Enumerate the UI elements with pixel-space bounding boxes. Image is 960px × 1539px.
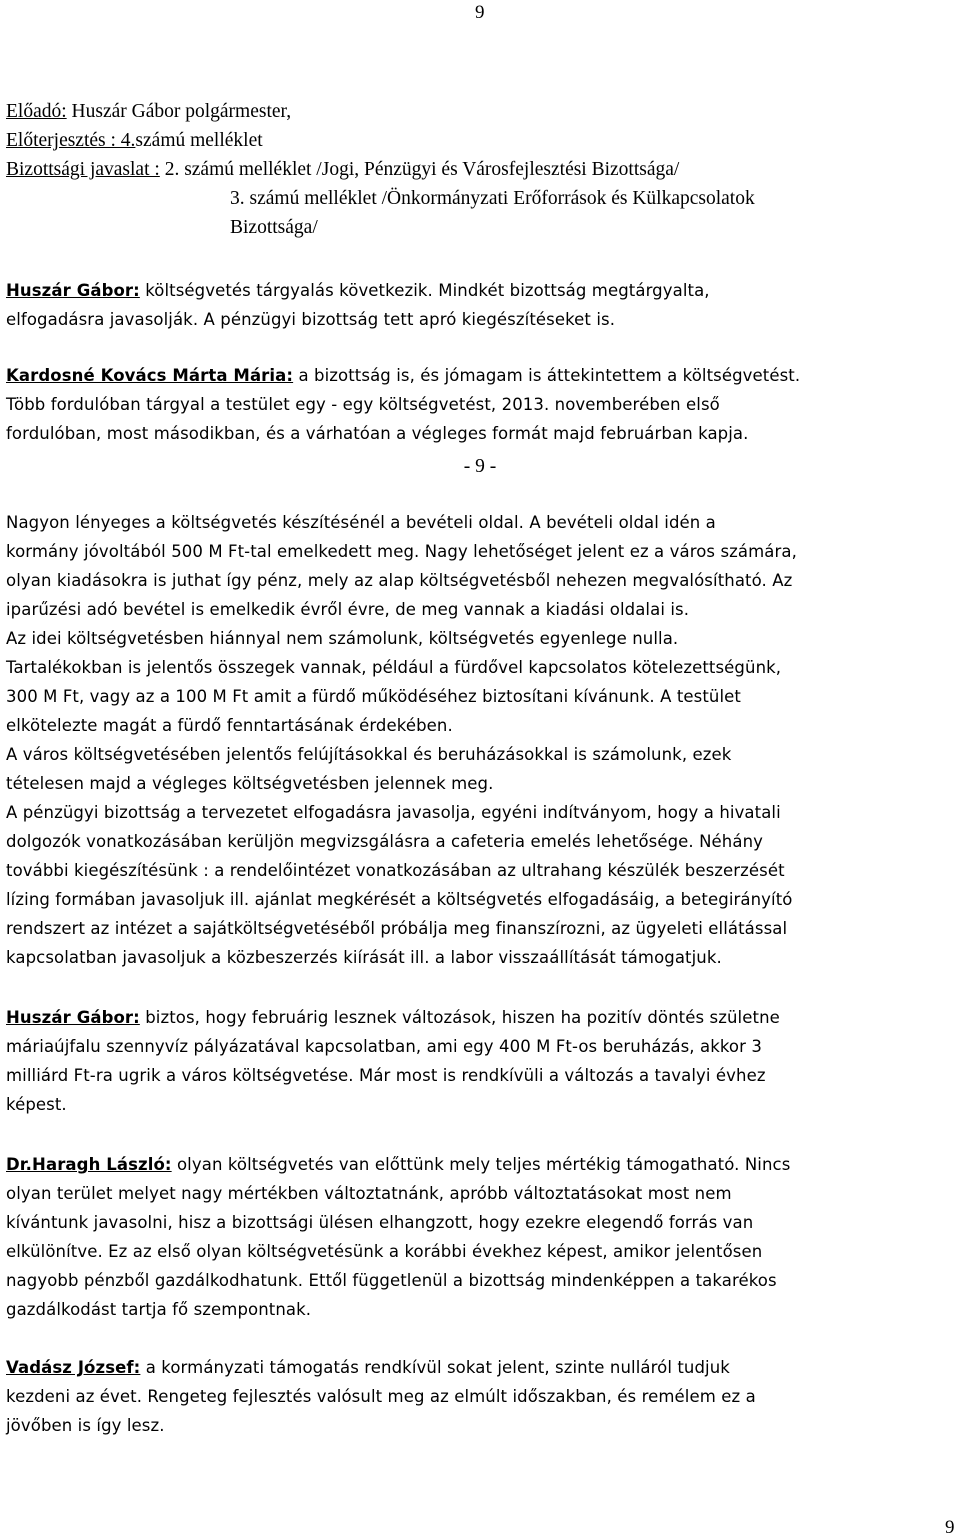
eloterjesztes-value: számú melléklet xyxy=(135,130,263,151)
bizottsagi-value-2: 3. számú melléklet /Önkormányzati Erőforrások és Külkapcsolatok xyxy=(230,188,755,209)
speech-text: képest. xyxy=(6,1095,67,1114)
speech-text: Az idei költségvetésben hiánnyal nem számolunk, költségvetés egyenlege nulla. xyxy=(6,629,679,648)
speech-text: kapcsolatban javasoljuk a közbeszerzés kiírását ill. a labor visszaállítását támogatjuk. xyxy=(6,948,722,967)
speech-vadasz xyxy=(6,1353,954,1440)
speech-text: olyan kiadásokra is juthat így pénz, mely az alap költségvetésből nehezen megvalósítható. Az xyxy=(6,571,793,590)
speech-text: olyan költségvetés van előttünk mely teljes mértékig támogatható. Nincs xyxy=(171,1155,791,1174)
eloado-label: Előadó: xyxy=(6,101,67,122)
page-number-top: 9 xyxy=(475,2,485,23)
speech-text: fordulóban, most másodikban, és a várhatóan a végleges formát majd februárban kapja. xyxy=(6,424,749,443)
eloado-line xyxy=(6,97,954,126)
speech-text: a kormányzati támogatás rendkívül sokat jelent, szinte nulláról tudjuk xyxy=(140,1358,730,1377)
speech-text: A város költségvetésében jelentős felújításokkal és beruházásokkal is számolunk, ezek xyxy=(6,745,732,764)
speech-text: milliárd Ft-ra ugrik a város költségvetése. Már most is rendkívüli a változás a tavalyi évhez xyxy=(6,1066,766,1085)
speaker-name: Kardosné Kovács Márta Mária: xyxy=(6,366,294,385)
speech-text: elfogadásra javasolják. A pénzügyi bizottság tett apró kiegészítéseket is. xyxy=(6,310,616,329)
speech-text: dolgozók vonatkozásában kerüljön megvizsgálásra a cafeteria emelés lehetősége. Néhány xyxy=(6,832,764,851)
eloado-value: Huszár Gábor polgármester, xyxy=(66,101,292,122)
speech-kardosne-continued xyxy=(6,508,954,972)
page-number-bottom: 9 xyxy=(945,1517,955,1538)
speech-text: A pénzügyi bizottság a tervezetet elfogadásra javasolja, egyéni indítványom, hogy a hivatali xyxy=(6,803,781,822)
speech-text: Több fordulóban tárgyal a testület egy - egy költségvetést, 2013. novemberében első xyxy=(6,395,720,414)
speech-text: gazdálkodást tartja fő szempontnak. xyxy=(6,1300,312,1319)
agenda-header xyxy=(6,97,954,242)
speech-text: máriaújfalu szennyvíz pályázatával kapcsolatban, ami egy 400 M Ft-os beruházás, akkor 3 xyxy=(6,1037,762,1056)
speaker-name: Huszár Gábor: xyxy=(6,1008,140,1027)
speech-text: kezdeni az évet. Rengeteg fejlesztés valósult meg az elmúlt időszakban, és remélem ez a xyxy=(6,1387,756,1406)
speech-text: iparűzési adó bevétel is emelkedik évről évre, de meg vannak a kiadási oldalai is. xyxy=(6,600,690,619)
speaker-name: Dr.Haragh László: xyxy=(6,1155,172,1174)
eloterjesztes-line xyxy=(6,126,954,155)
speech-text: kormány jóvoltából 500 M Ft-tal emelkedett meg. Nagy lehetőséget jelent ez a város számára, xyxy=(6,542,797,561)
speech-text: költségvetés tárgyalás következik. Mindkét bizottság megtárgyalta, xyxy=(139,281,710,300)
speech-huszar-2 xyxy=(6,1003,954,1119)
speech-text: tételesen majd a végleges költségvetésben jelennek meg. xyxy=(6,774,494,793)
speech-text: további kiegészítésünk : a rendelőintézet vonatkozásában az ultrahang készülék beszerzését xyxy=(6,861,785,880)
speech-text: rendszert az intézet a sajátköltségvetéséből próbálja meg finanszírozni, az ügyeleti ellátással xyxy=(6,919,788,938)
speech-text: elkülönítve. Ez az első olyan költségvetésünk a korábbi évekhez képest, amikor jelentősen xyxy=(6,1242,763,1261)
speech-text: 300 M Ft, vagy az a 100 M Ft amit a fürdő működéséhez biztosítani kívánunk. A testület xyxy=(6,687,741,706)
speaker-name: Huszár Gábor: xyxy=(6,281,140,300)
bizottsagi-value-1: 2. számú melléklet /Jogi, Pénzügyi és Városfejlesztési Bizottsága/ xyxy=(159,159,680,180)
speech-text: a bizottság is, és jómagam is áttekintettem a költségvetést. xyxy=(293,366,801,385)
mid-page-number: - 9 - xyxy=(463,456,497,477)
speech-text: Tartalékokban is jelentős összegek vannak, például a fürdővel kapcsolatos kötelezettségünk, xyxy=(6,658,782,677)
speech-text: jövőben is így lesz. xyxy=(6,1416,165,1435)
speech-text: lízing formában javasoljuk ill. ajánlat megkérését a költségvetés elfogadásáig, a betegirányító xyxy=(6,890,793,909)
speech-text: elkötelezte magát a fürdő fenntartásának érdekében. xyxy=(6,716,453,735)
speech-text: olyan terület melyet nagy mértékben változtatnánk, apróbb változtatásokat most nem xyxy=(6,1184,732,1203)
bizottsagi-label: Bizottsági javaslat : xyxy=(6,159,160,180)
bizottsagi-line xyxy=(6,155,954,184)
speech-text: kívántunk javasolni, hisz a bizottsági ülésen elhangzott, hogy ezekre elegendő forrás van xyxy=(6,1213,754,1232)
eloterjesztes-label: Előterjesztés : 4. xyxy=(6,130,136,151)
speech-text: Nagyon lényeges a költségvetés készítésénél a bevételi oldal. A bevételi oldal idén a xyxy=(6,513,716,532)
bizottsagi-value-3: Bizottsága/ xyxy=(230,217,318,238)
speech-text: biztos, hogy februárig lesznek változások, hiszen ha pozitív döntés születne xyxy=(139,1008,780,1027)
speech-haragh xyxy=(6,1150,954,1324)
speech-kardosne xyxy=(6,361,954,448)
speaker-name: Vadász József: xyxy=(6,1358,141,1377)
speech-huszar-1 xyxy=(6,276,954,334)
speech-text: nagyobb pénzből gazdálkodhatunk. Ettől függetlenül a bizottság mindenképpen a takarékos xyxy=(6,1271,777,1290)
